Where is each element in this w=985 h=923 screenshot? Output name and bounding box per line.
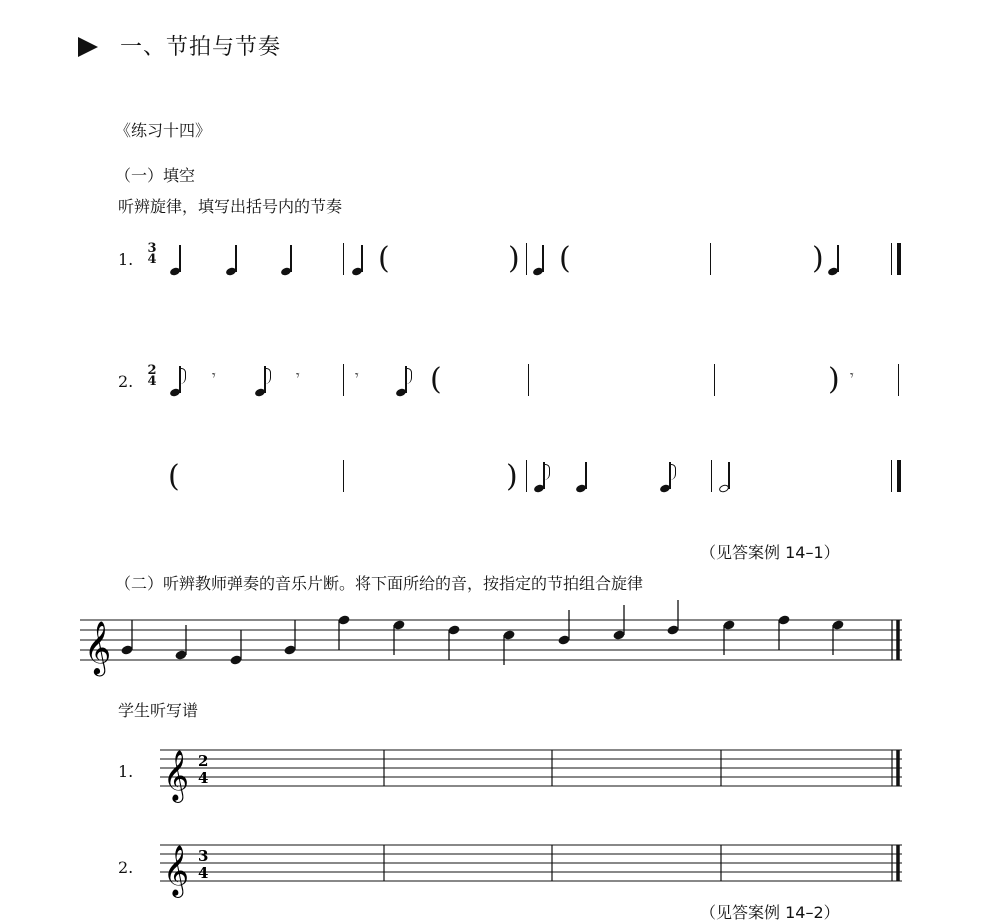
time-bottom: 4 [147, 252, 157, 267]
eighth-note [396, 364, 412, 396]
eighth-note [534, 460, 550, 492]
triangle-bullet-icon [78, 37, 98, 57]
quarter-note [447, 624, 460, 660]
time-signature [146, 365, 158, 387]
barline [714, 364, 715, 396]
final-barline-thin [891, 460, 892, 492]
barline [898, 364, 899, 396]
quarter-note [229, 630, 242, 666]
quarter-note [557, 610, 570, 646]
time-bottom: 4 [198, 864, 209, 882]
row-number: 1. [118, 250, 134, 269]
barline [526, 460, 527, 492]
final-barline-thick [897, 243, 901, 275]
staff-number: 1. [118, 762, 134, 781]
staff-lines [160, 750, 902, 786]
dictation-staff-1 [0, 735, 985, 810]
exercise-title: 《练习十四》 [115, 121, 212, 140]
part1-instruction: 听辨旋律，填写出括号内的节奏 [118, 197, 343, 216]
quarter-note [226, 243, 238, 275]
eighth-rest: 𝄾 [850, 368, 854, 384]
part1-label: （一）填空 [115, 166, 196, 185]
quarter-note [777, 614, 790, 650]
barline [710, 243, 711, 275]
treble-clef-icon: 𝄞 [84, 620, 112, 674]
answer-reference-2: （见答案例 14–2） [700, 903, 840, 922]
final-barline-thin [891, 243, 892, 275]
quarter-note [283, 620, 296, 656]
close-paren: ) [506, 459, 518, 494]
answer-reference-1: （见答案例 14–1） [700, 543, 840, 562]
quarter-note [352, 243, 364, 275]
dictation-staff-2 [0, 830, 985, 905]
eighth-rest: 𝄾 [296, 368, 300, 384]
open-paren: ( [430, 362, 442, 397]
barline [343, 460, 344, 492]
eighth-note [255, 364, 271, 396]
quarter-note [337, 614, 350, 650]
time-top: 2 [198, 752, 209, 770]
eighth-note [660, 460, 676, 492]
half-note [719, 460, 731, 492]
quarter-note [576, 460, 588, 492]
given-notes-staff [0, 600, 985, 690]
section-heading [78, 30, 281, 61]
given-notes [120, 600, 844, 666]
barline [343, 364, 344, 396]
quarter-note [666, 600, 679, 636]
barline [711, 460, 712, 492]
time-bottom: 4 [198, 769, 209, 787]
barline [343, 243, 344, 275]
treble-clef-icon: 𝄞 [163, 750, 190, 801]
final-barline-thick [897, 460, 901, 492]
heading-text: 一、节拍与节奏 [120, 35, 282, 60]
eighth-note [170, 364, 186, 396]
eighth-rest: 𝄾 [212, 368, 216, 384]
open-paren: ( [559, 241, 571, 276]
time-signature [146, 243, 158, 265]
quarter-note [828, 243, 840, 275]
time-top: 2 [147, 363, 157, 378]
barline [526, 243, 527, 275]
time-top: 3 [147, 241, 157, 256]
time-top: 3 [198, 847, 209, 865]
open-paren: ( [378, 241, 390, 276]
quarter-note [120, 620, 133, 656]
staff-lines [160, 845, 902, 881]
close-paren: ) [812, 241, 824, 276]
time-bottom: 4 [147, 374, 157, 389]
close-paren: ) [828, 362, 840, 397]
part2-label: （二）听辨教师弹奏的音乐片断。将下面所给的音，按指定的节拍组合旋律 [115, 574, 644, 593]
quarter-note [533, 243, 545, 275]
open-paren: ( [168, 459, 180, 494]
close-paren: ) [508, 241, 520, 276]
dictation-title: 学生听写谱 [118, 701, 199, 720]
eighth-rest: 𝄾 [355, 368, 359, 384]
treble-clef-icon: 𝄞 [163, 845, 190, 896]
quarter-note [170, 243, 182, 275]
staff-number: 2. [118, 858, 134, 877]
row-number: 2. [118, 372, 134, 391]
quarter-note [281, 243, 293, 275]
barline [528, 364, 529, 396]
quarter-note [612, 605, 625, 641]
